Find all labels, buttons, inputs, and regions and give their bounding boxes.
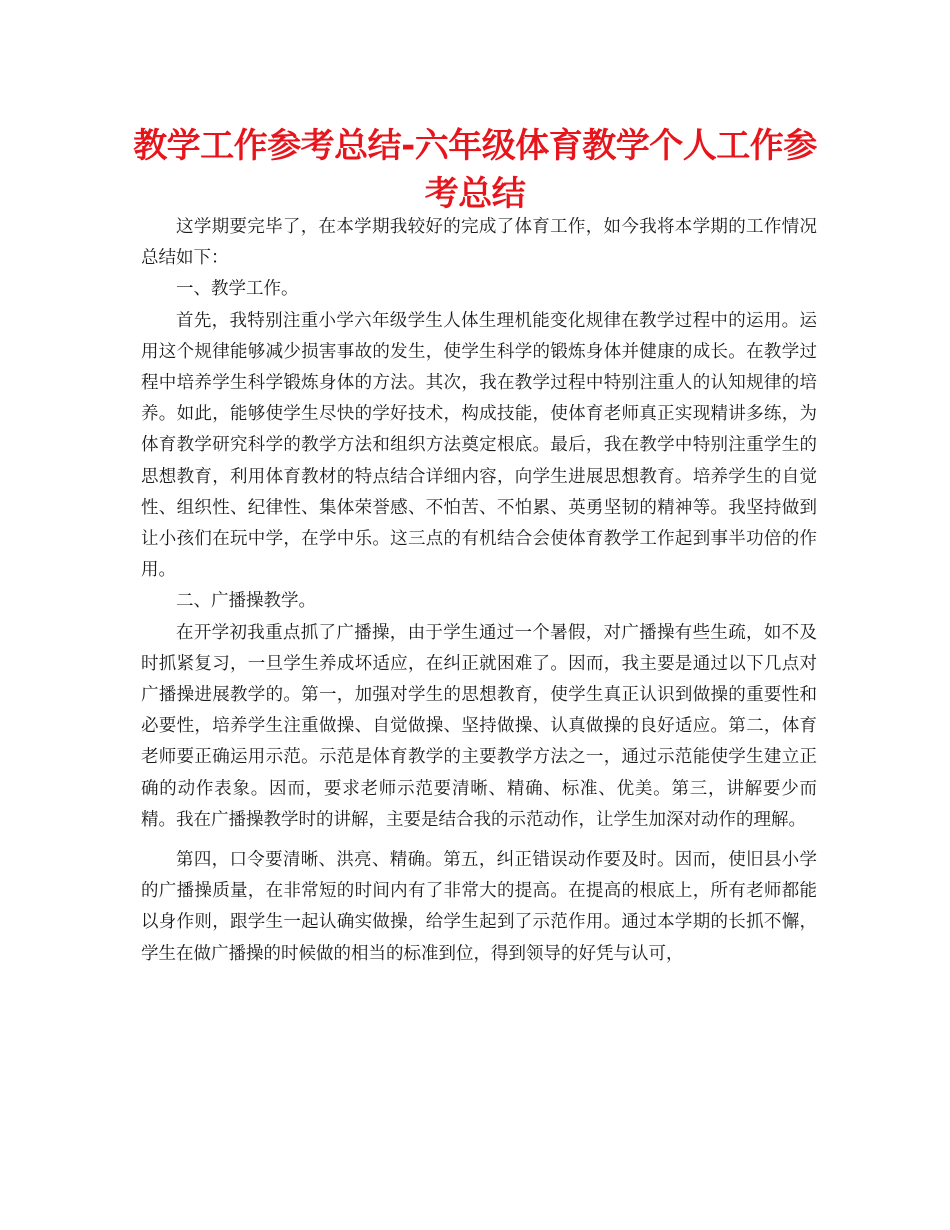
broadcast-exercise-paragraph: 在开学初我重点抓了广播操，由于学生通过一个暑假，对广播操有些生疏，如不及时抓紧复习，一旦学生养成坏适应，在纠正就困难了。因而，我主要是通过以下几点对广播操进展教学的。第一，加强对学生的思想教育，使学生真正认识到做操的重要性和必要性，培养学生注重做操、自觉做操、坚持做操、认真做操的良好适应。第二，体育老师要正确运用示范。示范是体育教学的主要教学方法之一，通过示范能使学生建立正确的动作表象。因而，要求老师示范要清晰、精确、标准、优美。第三，讲解要少而精。我在广播操教学时的讲解，主要是结合我的示范动作，让学生加深对动作的理解。 <box>141 622 817 830</box>
teaching-paragraph: 首先，我特别注重小学六年级学生人体生理机能变化规律在教学过程中的运用。运用这个规律能够减少损害事故的发生，使学生科学的锻炼身体并健康的成长。在教学过程中培养学生科学锻炼身体的方法。其次，我在教学过程中特别注重人的认知规律的培养。如此，能够使学生尽快的学好技术，构成技能，使体育老师真正实现精讲多练，为体育教学研究科学的教学方法和组织方法奠定根底。最后，我在教学中特别注重学生的思想教育，利用体育教材的特点结合详细内容，向学生进展思想教育。培养学生的自觉性、组织性、纪律性、集体荣誉感、不怕苦、不怕累、英勇坚韧的精神等。我坚持做到让小孩们在玩中学，在学中乐。这三点的有机结合会使体育教学工作起到事半功倍的作用。 <box>141 310 817 581</box>
intro-paragraph: 这学期要完毕了，在本学期我较好的完成了体育工作，如今我将本学期的工作情况总结如下： <box>141 217 817 269</box>
broadcast-exercise-continued-paragraph: 第四，口令要清晰、洪亮、精确。第五，纠正错误动作要及时。因而，使旧县小学的广播操质量，在非常短的时间内有了非常大的提高。在提高的根底上，所有老师都能以身作则，跟学生一起认确实做操，给学生起到了示范作用。通过本学期的长抓不懈，学生在做广播操的时候做的相当的标准到位，得到领导的好凭与认可， <box>141 850 817 964</box>
section-heading-broadcast-exercise: 二、广播操教学。 <box>176 591 316 612</box>
document-title: 教学工作参考总结-六年级体育教学个人工作参考总结 <box>133 126 817 214</box>
document-body <box>141 212 817 970</box>
section-heading-teaching: 一、教学工作。 <box>176 279 299 300</box>
